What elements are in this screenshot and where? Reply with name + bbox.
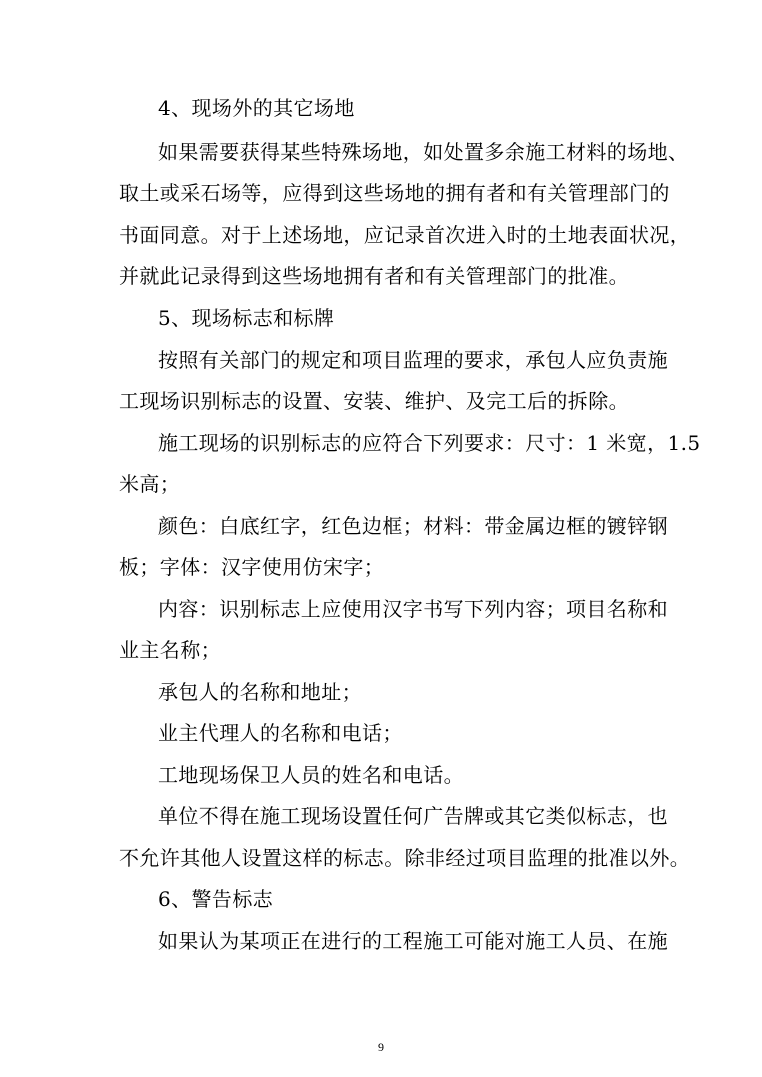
paragraph-line: 单位不得在施工现场设置任何广告牌或其它类似标志，也 (158, 804, 668, 828)
paragraph-line: 业主代理人的名称和电话； (158, 721, 403, 745)
paragraph-line: 如果认为某项正在进行的工程施工可能对施工人员、在施 (158, 929, 668, 953)
paragraph-line: 米高； (119, 472, 181, 496)
paragraph-line: 工现场识别标志的设置、安装、维护、及完工后的拆除。 (119, 389, 629, 413)
paragraph-line: 按照有关部门的规定和项目监理的要求，承包人应负责施 (158, 348, 668, 372)
paragraph-line: 书面同意。对于上述场地，应记录首次进入时的土地表面状况， (119, 223, 691, 247)
paragraph-line: 业主名称； (119, 638, 221, 662)
paragraph-line: 板；字体：汉字使用仿宋字； (119, 555, 385, 579)
paragraph-line: 取土或采石场等，应得到这些场地的拥有者和有关管理部门的 (119, 181, 670, 205)
section-heading-warning-signs: 6、警告标志 (158, 887, 274, 911)
section-heading-site-signs: 5、现场标志和标牌 (158, 306, 335, 330)
paragraph-line: 承包人的名称和地址； (158, 680, 362, 704)
paragraph-line: 施工现场的识别标志的应符合下列要求：尺寸：1 米宽，1.5 (158, 431, 701, 455)
paragraph-line: 工地现场保卫人员的姓名和电话。 (158, 763, 464, 787)
paragraph-line: 并就此记录得到这些场地拥有者和有关管理部门的批准。 (119, 264, 629, 288)
paragraph-line: 如果需要获得某些特殊场地，如处置多余施工材料的场地、 (158, 140, 689, 164)
page-number: 9 (378, 1040, 384, 1054)
section-heading-offsite-areas: 4、现场外的其它场地 (158, 96, 355, 120)
paragraph-line: 内容：识别标志上应使用汉字书写下列内容；项目名称和 (158, 597, 668, 621)
paragraph-line: 颜色：白底红字，红色边框；材料：带金属边框的镀锌钢 (158, 514, 668, 538)
paragraph-line: 不允许其他人设置这样的标志。除非经过项目监理的批准以外。 (119, 846, 691, 870)
